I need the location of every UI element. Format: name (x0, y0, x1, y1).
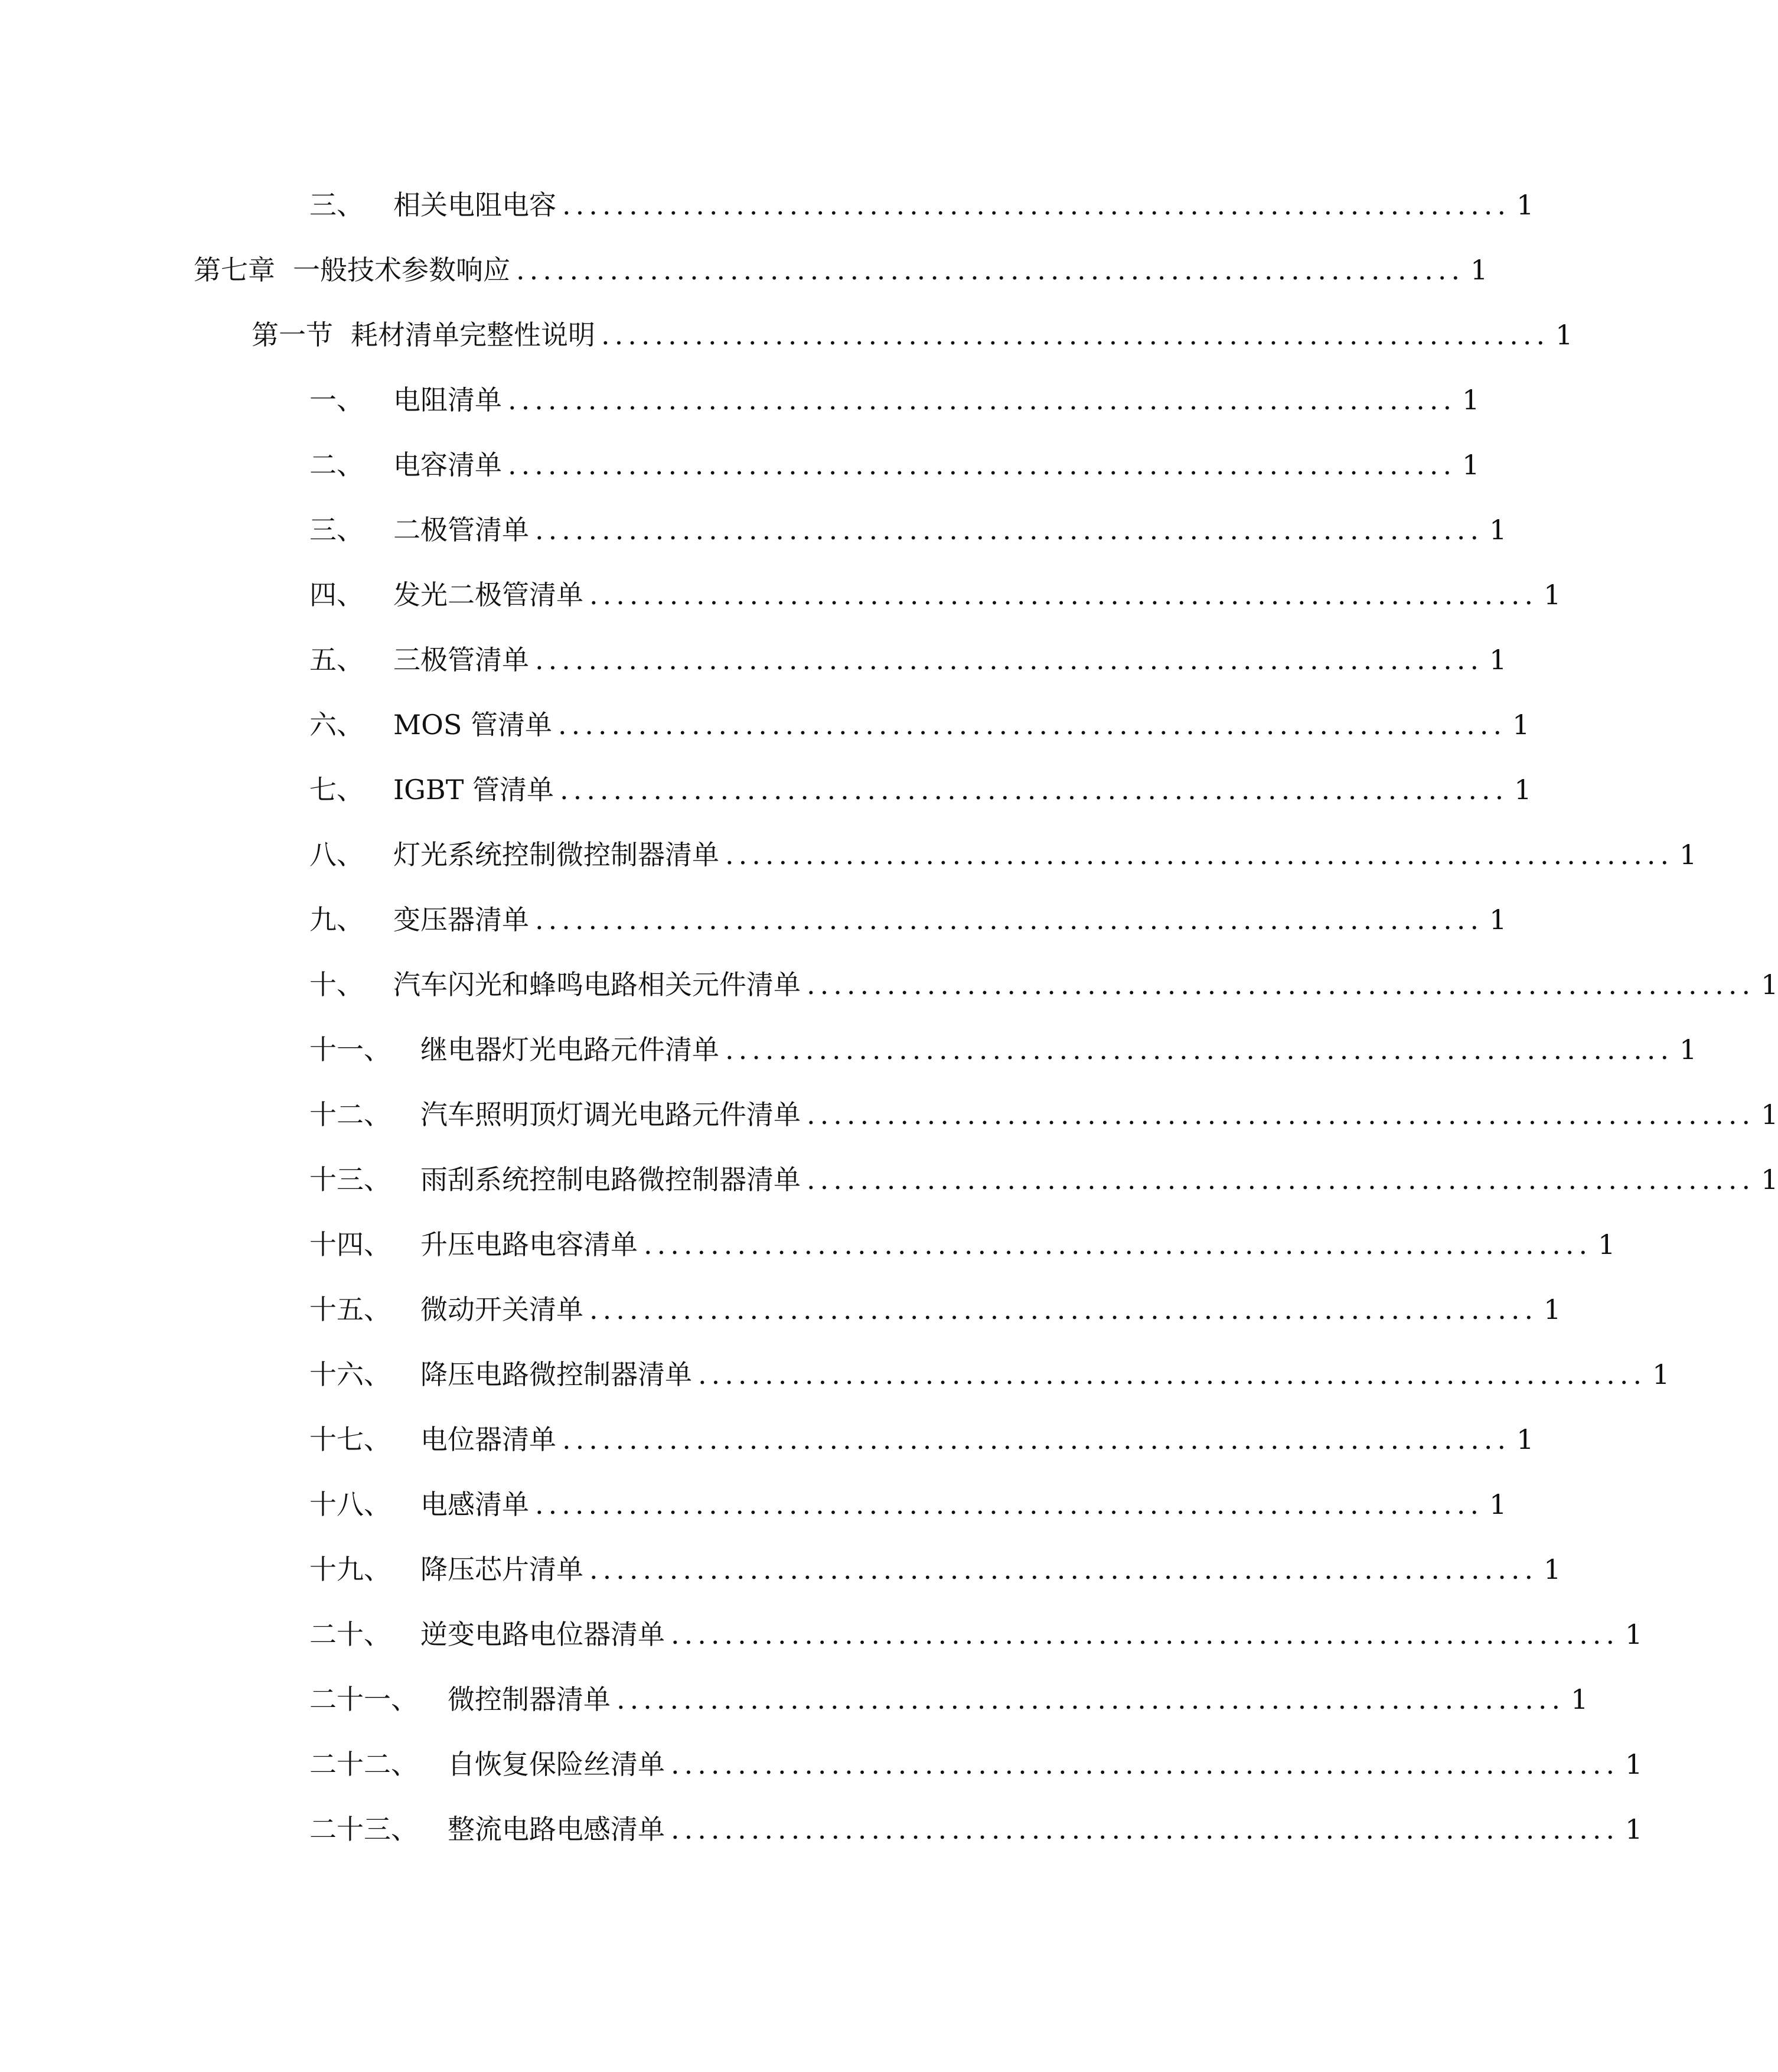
toc-entry[interactable] (309, 496, 1507, 546)
toc-entry[interactable] (309, 1601, 1643, 1650)
toc-dot-leader: ....................................................................... (562, 189, 1511, 221)
toc-entry-page: 1 (1489, 514, 1507, 546)
toc-entry-title: MOS 管清单 (393, 709, 552, 741)
toc-entry-title: IGBT 管清单 (393, 774, 554, 806)
toc-entry-page: 1 (1512, 709, 1530, 741)
toc-entry[interactable] (309, 1471, 1507, 1520)
toc-entry[interactable] (309, 1081, 1778, 1131)
toc-dot-leader: ....................................................................... (508, 449, 1457, 481)
toc-entry-number: 一、 (309, 384, 364, 416)
toc-entry-page: 1 (1625, 1618, 1643, 1650)
toc-entry-number: 十四、 (309, 1229, 391, 1260)
toc-entry[interactable] (309, 1016, 1697, 1066)
toc-entry[interactable] (309, 1341, 1670, 1390)
toc-entry[interactable] (309, 1731, 1643, 1780)
toc-entry-title: 降压芯片清单 (420, 1553, 583, 1585)
toc-entry-number: 十、 (309, 969, 364, 1001)
toc-entry-section[interactable] (252, 301, 1573, 351)
toc-dot-leader: ....................................................................... (671, 1748, 1620, 1780)
toc-entry-page: 1 (1625, 1813, 1643, 1845)
toc-entry-title: 耗材清单完整性说明 (351, 319, 595, 351)
toc-dot-leader: ....................................................................... (601, 319, 1550, 351)
toc-entry-number: 七、 (309, 774, 364, 806)
toc-entry[interactable] (309, 1276, 1561, 1325)
toc-entry-page: 1 (1516, 189, 1534, 221)
toc-entry-number: 十九、 (309, 1553, 391, 1585)
toc-entry-title: 整流电路电感清单 (448, 1813, 665, 1845)
toc-entry-page: 1 (1470, 254, 1488, 286)
toc-entry-title: 自恢复保险丝清单 (448, 1748, 665, 1780)
toc-entry-page: 1 (1761, 1099, 1778, 1131)
toc-entry-title: 灯光系统控制微控制器清单 (393, 839, 719, 871)
toc-entry-page: 1 (1489, 904, 1507, 936)
toc-dot-leader: ....................................................................... (807, 969, 1756, 1001)
toc-entry-page: 1 (1489, 644, 1507, 676)
toc-dot-leader: ....................................................................... (562, 1423, 1511, 1455)
toc-entry-number: 十五、 (309, 1294, 391, 1325)
toc-entry-page: 1 (1544, 1294, 1561, 1325)
toc-entry[interactable] (309, 1536, 1561, 1585)
toc-entry-number: 二、 (309, 449, 364, 481)
toc-entry-title: 微控制器清单 (448, 1683, 611, 1715)
toc-entry[interactable] (309, 431, 1480, 481)
toc-dot-leader: ....................................................................... (807, 1164, 1756, 1195)
toc-entry-page: 1 (1544, 579, 1561, 611)
toc-entry-page: 1 (1489, 1488, 1507, 1520)
toc-entry-title: 汽车照明顶灯调光电路元件清单 (420, 1099, 801, 1131)
toc-entry-page: 1 (1625, 1748, 1643, 1780)
toc-entry-page: 1 (1514, 774, 1532, 806)
toc-entry-title: 电位器清单 (420, 1423, 556, 1455)
toc-entry-number: 十八、 (309, 1488, 391, 1520)
toc-entry[interactable] (309, 1406, 1534, 1455)
toc-entry-title: 微动开关清单 (420, 1294, 583, 1325)
toc-entry-title: 电阻清单 (393, 384, 502, 416)
toc-entry-title: 二极管清单 (393, 514, 529, 546)
toc-entry-title: 发光二极管清单 (393, 579, 583, 611)
toc-entry[interactable] (309, 756, 1532, 806)
toc-entry-number: 第一节 (252, 319, 333, 351)
toc-entry-title: 继电器灯光电路元件清单 (420, 1034, 719, 1066)
toc-dot-leader: ....................................................................... (671, 1618, 1620, 1650)
toc-dot-leader: ....................................................................... (589, 1294, 1538, 1325)
toc-entry-page: 1 (1462, 449, 1480, 481)
toc-dot-leader: ....................................................................... (535, 904, 1484, 936)
toc-entry-page: 1 (1598, 1229, 1616, 1260)
toc-entry-title: 降压电路微控制器清单 (420, 1358, 692, 1390)
toc-entry-number: 三、 (309, 514, 364, 546)
toc-entry-number: 四、 (309, 579, 364, 611)
toc-entry[interactable] (309, 1146, 1778, 1195)
toc-entry[interactable] (309, 951, 1778, 1001)
toc-entry[interactable] (309, 171, 1534, 221)
toc-dot-leader: ....................................................................... (560, 774, 1509, 806)
toc-entry-title: 变压器清单 (393, 904, 529, 936)
toc-entry[interactable] (309, 691, 1530, 741)
toc-entry[interactable] (309, 366, 1480, 416)
toc-dot-leader: ....................................................................... (589, 579, 1538, 611)
toc-entry-page: 1 (1555, 319, 1573, 351)
toc-entry-page: 1 (1761, 1164, 1778, 1195)
toc-dot-leader: ....................................................................... (644, 1229, 1593, 1260)
toc-dot-leader: ....................................................................... (535, 1488, 1484, 1520)
toc-entry-title: 雨刮系统控制电路微控制器清单 (420, 1164, 801, 1195)
toc-dot-leader: ....................................................................... (516, 254, 1465, 286)
toc-entry-page: 1 (1761, 969, 1778, 1001)
toc-entry-number: 十六、 (309, 1358, 391, 1390)
toc-entry-number: 二十二、 (309, 1748, 418, 1780)
toc-entry-page: 1 (1679, 1034, 1697, 1066)
toc-entry-number: 八、 (309, 839, 364, 871)
toc-dot-leader: ....................................................................... (535, 644, 1484, 676)
toc-entry-number: 九、 (309, 904, 364, 936)
toc-entry[interactable] (309, 1211, 1616, 1260)
toc-dot-leader: ....................................................................... (671, 1813, 1620, 1845)
toc-entry-title: 相关电阻电容 (393, 189, 556, 221)
toc-dot-leader: ....................................................................... (557, 709, 1507, 741)
toc-entry-page: 1 (1462, 384, 1480, 416)
toc-entry-number: 十二、 (309, 1099, 391, 1131)
toc-entry-page: 1 (1516, 1423, 1534, 1455)
toc-entry-number: 第七章 (194, 254, 275, 286)
toc-entry-title: 汽车闪光和蜂鸣电路相关元件清单 (393, 969, 801, 1001)
toc-entry-number: 五、 (309, 644, 364, 676)
toc-entry[interactable] (309, 1666, 1588, 1715)
toc-entry[interactable] (309, 886, 1507, 936)
toc-entry[interactable] (309, 561, 1561, 611)
toc-dot-leader: ....................................................................... (725, 839, 1674, 871)
toc-entry-number: 二十三、 (309, 1813, 418, 1845)
toc-entry-title: 三极管清单 (393, 644, 529, 676)
toc-dot-leader: ....................................................................... (616, 1683, 1565, 1715)
toc-entry-number: 三、 (309, 189, 364, 221)
toc-entry[interactable] (309, 626, 1507, 676)
toc-entry-title: 升压电路电容清单 (420, 1229, 638, 1260)
toc-entry-page: 1 (1571, 1683, 1588, 1715)
toc-entry-chapter[interactable] (194, 236, 1488, 286)
toc-dot-leader: ....................................................................... (725, 1034, 1674, 1066)
toc-dot-leader: ....................................................................... (508, 384, 1457, 416)
toc-entry-page: 1 (1652, 1358, 1670, 1390)
toc-entry-number: 二十一、 (309, 1683, 418, 1715)
toc-entry-number: 二十、 (309, 1618, 391, 1650)
toc-entry[interactable] (309, 821, 1697, 871)
toc-entry-title: 电容清单 (393, 449, 502, 481)
toc-dot-leader: ....................................................................... (589, 1553, 1538, 1585)
toc-entry-number: 十三、 (309, 1164, 391, 1195)
toc-dot-leader: ....................................................................... (535, 514, 1484, 546)
toc-entry-number: 六、 (309, 709, 364, 741)
toc-entry-number: 十一、 (309, 1034, 391, 1066)
toc-entry-number: 十七、 (309, 1423, 391, 1455)
toc-dot-leader: ....................................................................... (698, 1358, 1647, 1390)
toc-entry[interactable] (309, 1796, 1643, 1845)
toc-entry-page: 1 (1544, 1553, 1561, 1585)
toc-entry-page: 1 (1679, 839, 1697, 871)
toc-entry-title: 逆变电路电位器清单 (420, 1618, 665, 1650)
toc-entry-title: 一般技术参数响应 (293, 254, 510, 286)
toc-dot-leader: ....................................................................... (807, 1099, 1756, 1131)
toc-entry-title: 电感清单 (420, 1488, 529, 1520)
